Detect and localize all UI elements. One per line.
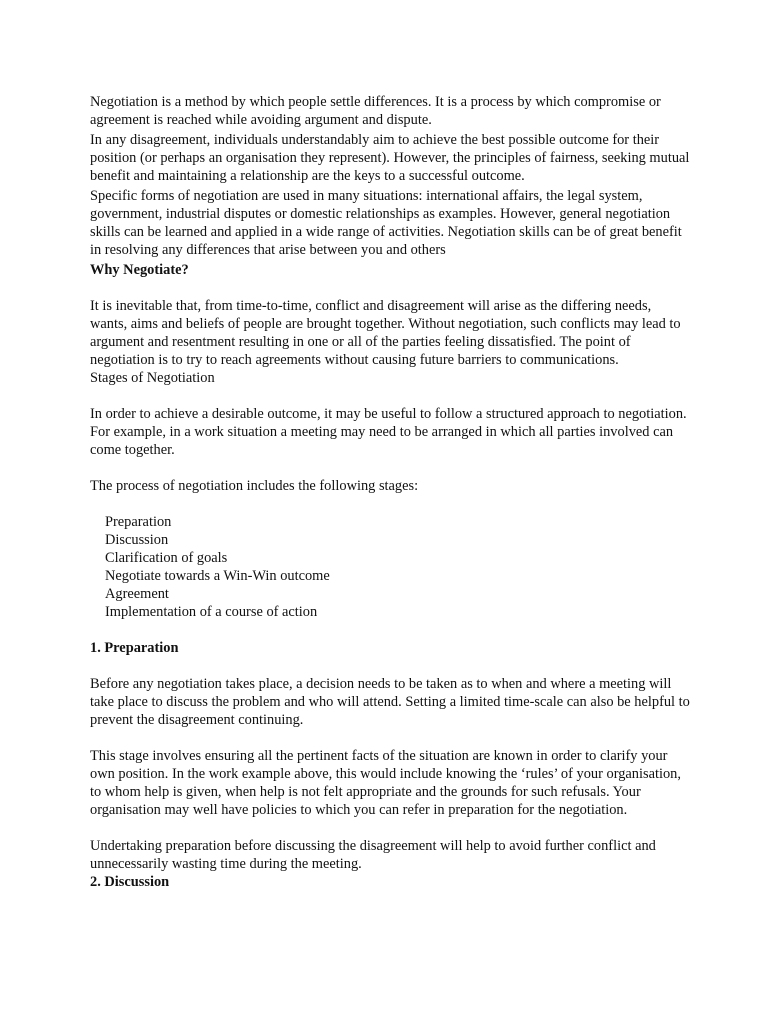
why-negotiate-paragraph: It is inevitable that, from time-to-time, conflict and disagreement will arise as the differing needs, wants, aims and beliefs of people are brought together. Without negotiation, such conflicts may lead to argument and resentment resulting in one or all of the parties feeling dissatisfied. The point of negotiation is to try to reach agreements without causing future barriers to communications. — [90, 298, 681, 368]
intro-paragraph-3: Specific forms of negotiation are used in many situations: international affairs, the legal system, government, industrial disputes or domestic relationships as examples. However, general negotiation skills can be learned and applied in a wide range of activities. Negotiation skills can be of great benefit in resolving any differences that arise between you and others — [90, 188, 682, 258]
preparation-paragraph-2: This stage involves ensuring all the pertinent facts of the situation are known in order to clarify your own position. In the work example above, this would include knowing the ‘rules’ of your organisation, to whom help is given, when help is not felt appropriate and the grounds for such refusals. Your organisation may well have policies to which you can refer in preparation for the negotiation. — [90, 748, 681, 818]
intro-paragraph-2: In any disagreement, individuals understandably aim to achieve the best possible outcome for their position (or perhaps an organisation they represent). However, the principles of fairness, seeking mutual benefit and maintaining a relationship are the keys to a successful outcome. — [90, 132, 690, 184]
stages-paragraph-1: In order to achieve a desirable outcome, it may be useful to follow a structured approach to negotiation. For example, in a work situation a meeting may need to be arranged in which all parties involved can come together. — [90, 406, 687, 458]
list-item: Implementation of a course of action — [105, 604, 318, 620]
list-item: Preparation — [105, 514, 172, 530]
preparation-paragraph-1: Before any negotiation takes place, a decision needs to be taken as to when and where a meeting will take place to discuss the problem and who will attend. Setting a limited time-scale can also be helpful to prevent the disagreement continuing. — [90, 676, 690, 728]
discussion-heading: 2. Discussion — [90, 874, 170, 890]
list-item: Discussion — [105, 532, 169, 548]
stages-heading: Stages of Negotiation — [90, 370, 215, 386]
stages-list — [90, 513, 690, 621]
stages-paragraph-2: The process of negotiation includes the following stages: — [90, 478, 419, 494]
why-negotiate-heading: Why Negotiate? — [90, 262, 189, 278]
list-item: Negotiate towards a Win-Win outcome — [105, 568, 330, 584]
list-item: Clarification of goals — [105, 550, 228, 566]
document-page — [90, 93, 690, 891]
preparation-paragraph-3: Undertaking preparation before discussing the disagreement will help to avoid further conflict and unnecessarily wasting time during the meeting. — [90, 838, 656, 872]
list-item: Agreement — [105, 586, 169, 602]
preparation-heading: 1. Preparation — [90, 640, 179, 656]
intro-paragraph-1: Negotiation is a method by which people settle differences. It is a process by which compromise or agreement is reached while avoiding argument and dispute. — [90, 94, 661, 128]
